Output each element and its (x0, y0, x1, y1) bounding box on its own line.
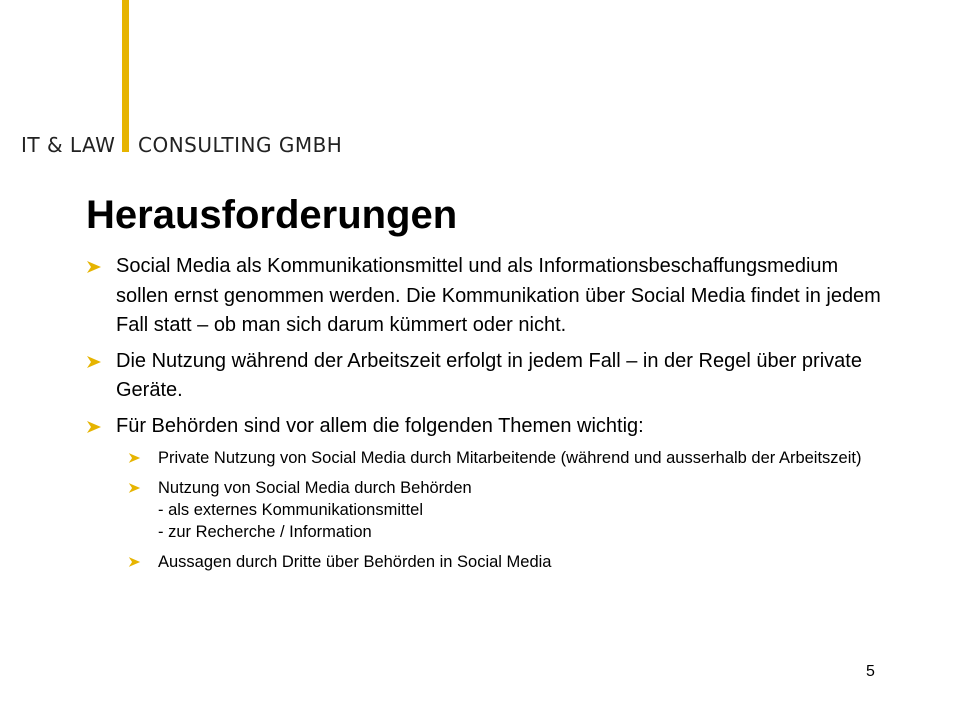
bullet-text: Social Media als Kommunikationsmittel und als Informationsbeschaffungsmedium sollen ernst genommen werden. Die Kommunikation über Social Media findet in jedem Fall statt – ob man sich darum kümmert oder nicht. (116, 255, 881, 336)
arrow-bullet-icon (128, 447, 158, 464)
logo-left-text: IT & LAW (21, 133, 116, 157)
bullet-text: Die Nutzung während der Arbeitszeit erfolgt in jedem Fall – in der Regel über private Geräte. (116, 349, 862, 401)
logo-right-text: CONSULTING GMBH (138, 133, 343, 157)
arrow-bullet-icon (86, 412, 116, 434)
arrow-bullet-icon (128, 477, 158, 494)
sub-bullet-item (128, 551, 886, 573)
bullet-text: Für Behörden sind vor allem die folgenden Themen wichtig: (116, 414, 644, 437)
sub-bullet-item (128, 447, 886, 469)
page-number: 5 (866, 663, 875, 680)
bullet-item (86, 252, 886, 341)
arrow-bullet-icon (128, 551, 158, 568)
sub-bullet-text: Private Nutzung von Social Media durch Mitarbeitende (während und ausserhalb der Arbeitszeit) (158, 449, 862, 467)
arrow-bullet-icon (86, 347, 116, 369)
sub-bullet-text: Nutzung von Social Media durch Behörden - als externes Kommunikationsmittel - zur Recherche / Information (158, 479, 472, 541)
slide-content (86, 252, 886, 581)
sub-bullet-item (128, 477, 886, 543)
slide-title: Herausforderungen (86, 193, 458, 237)
arrow-bullet-icon (86, 252, 116, 274)
bullet-item (86, 347, 886, 406)
logo-accent-bar (122, 0, 129, 152)
sub-bullet-text: Aussagen durch Dritte über Behörden in Social Media (158, 553, 552, 571)
bullet-item (86, 412, 886, 442)
